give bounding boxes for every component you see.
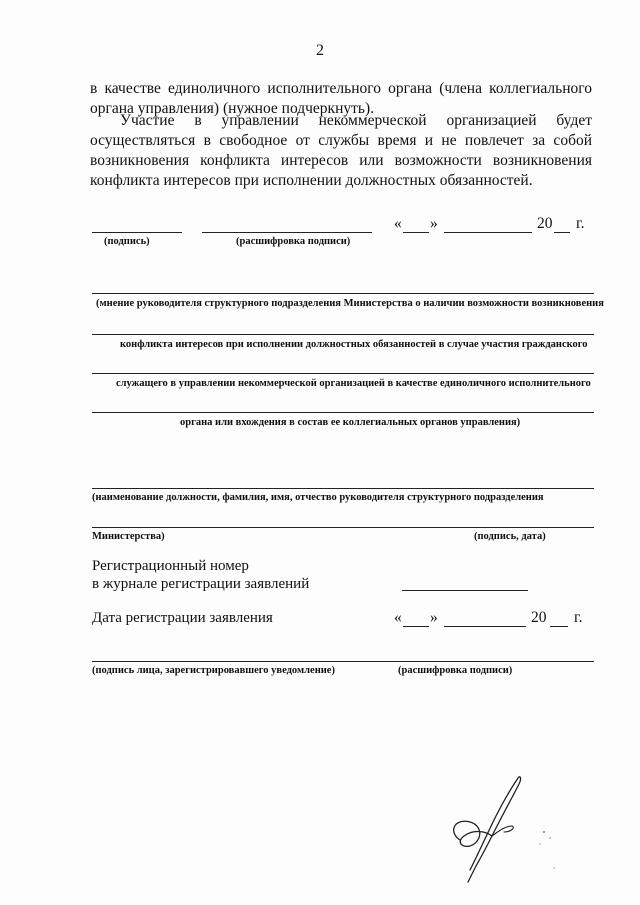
opinion-line [92, 293, 594, 294]
registration-number-label: Регистрационный номер [92, 558, 249, 574]
head-name-line [92, 488, 594, 489]
date-open-quote: « [394, 609, 402, 626]
paragraph-participation [90, 111, 592, 191]
date-month-line [444, 626, 526, 627]
year-prefix: 20 [537, 215, 553, 232]
year-prefix: 20 [531, 609, 547, 626]
text-line: в качестве единоличного исполнительного органа (члена коллегиального [90, 80, 592, 97]
handwritten-signature [440, 770, 560, 890]
registration-number-line [402, 590, 528, 591]
opinion-caption: конфликта интересов при исполнении должностных обязанностей в случае участия гражданского [120, 339, 588, 350]
opinion-line [92, 412, 594, 413]
date-close-quote: » [430, 609, 438, 626]
page-number: 2 [316, 42, 324, 59]
date-open-quote: « [394, 215, 402, 232]
date-close-quote: » [430, 215, 438, 232]
opinion-line [92, 334, 594, 335]
registrar-line [92, 661, 594, 662]
signature-line [92, 232, 182, 233]
registration-date-label: Дата регистрации заявления [92, 610, 273, 626]
head-name-caption: Министерства) [92, 531, 165, 542]
decoding-caption: (расшифровка подписи) [236, 236, 351, 247]
year-line [554, 232, 570, 233]
year-suffix: г. [576, 215, 585, 232]
head-name-caption: (наименование должности, фамилия, имя, отчество руководителя структурного подразделения [92, 492, 544, 503]
date-month-line [444, 232, 532, 233]
date-day-line [403, 232, 429, 233]
year-suffix: г. [574, 609, 583, 626]
registrar-decoding-caption: (расшифровка подписи) [398, 665, 513, 676]
text-line: осуществляться в свободное от службы время и не повлечет за собой [90, 132, 592, 149]
head-name-line [92, 527, 594, 528]
text-line: Участие в управлении некоммерческой организацией будет [120, 112, 592, 129]
year-line [550, 626, 568, 627]
signature-caption: (подпись) [104, 236, 150, 247]
head-sign-date-caption: (подпись, дата) [474, 531, 546, 542]
decoding-line [202, 232, 372, 233]
date-day-line [403, 626, 429, 627]
opinion-caption: служащего в управлении некоммерческой организацией в качестве единоличного исполнительного [116, 378, 591, 389]
opinion-caption: (мнение руководителя структурного подразделения Министерства о наличии возможности возникновения [96, 298, 604, 309]
text-line: конфликта интересов при исполнении должностных обязанностей. [90, 172, 533, 189]
registration-number-label: в журнале регистрации заявлений [92, 576, 310, 592]
opinion-caption: органа или вхождения в состав ее коллегиальных органов управления) [180, 417, 521, 428]
text-line: возникновения конфликта интересов или возможности возникновения [90, 152, 592, 169]
registrar-sign-caption: (подпись лица, зарегистрировавшего уведомление) [92, 665, 335, 676]
opinion-line [92, 373, 594, 374]
text-line: органа управления) (нужное подчеркнуть). [90, 100, 375, 117]
